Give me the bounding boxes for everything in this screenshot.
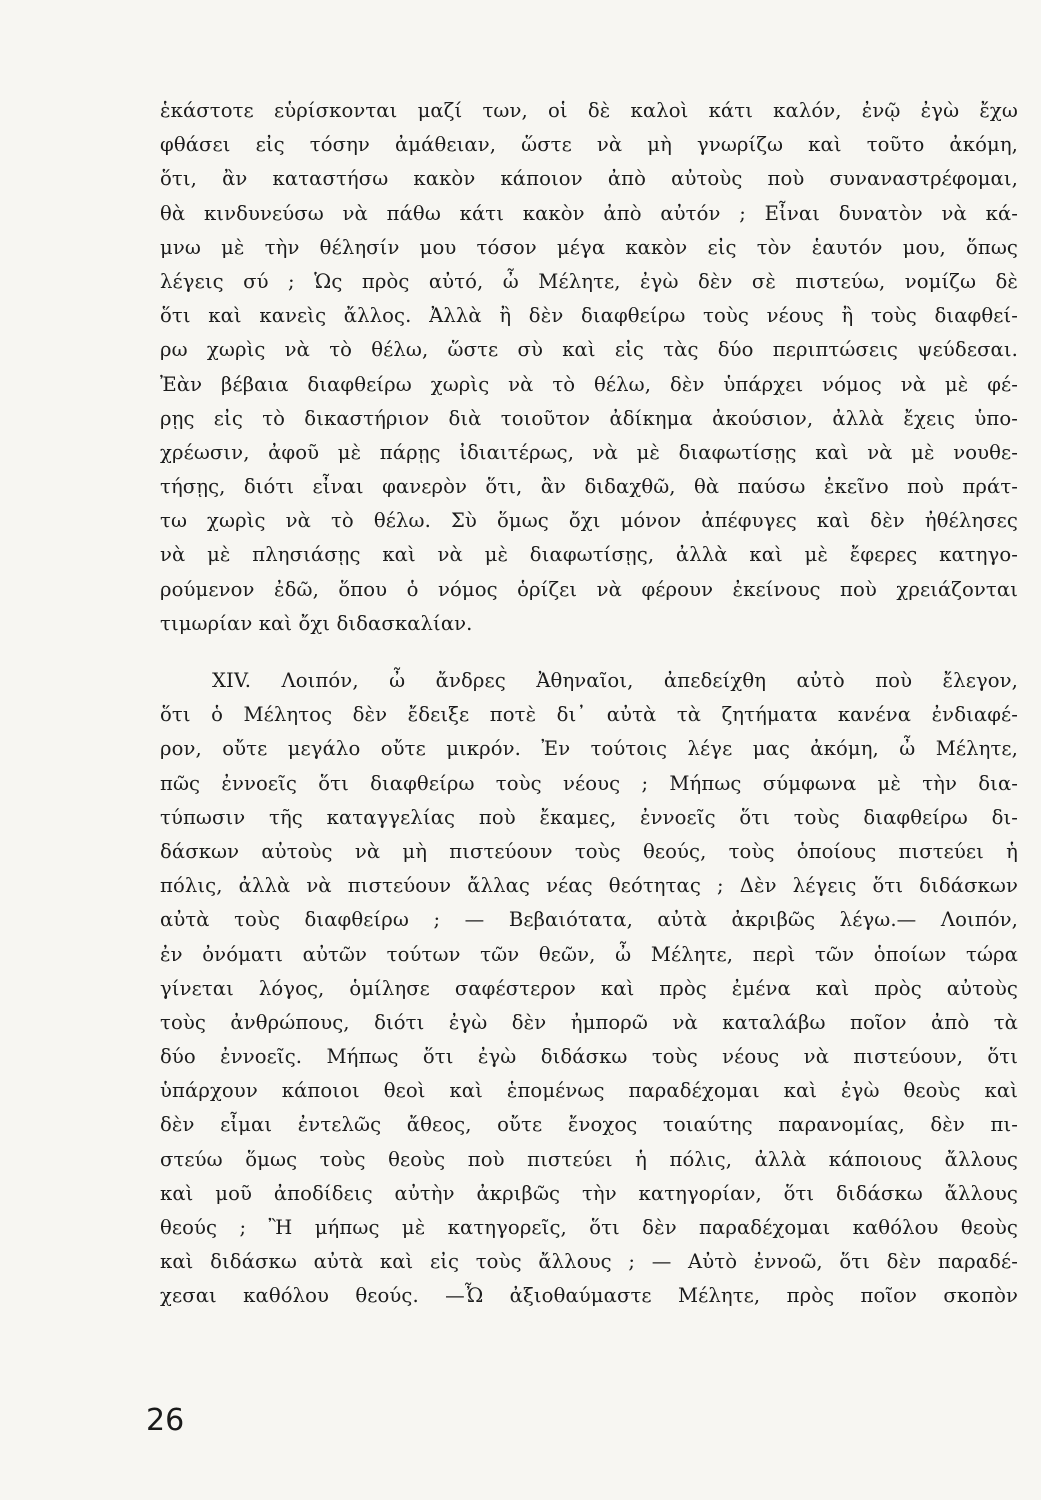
- text-line: θὰ κινδυνεύσω νὰ πάθω κάτι κακὸν ἀπὸ αὐτόν ; Εἶναι δυνατὸν νὰ κά-: [160, 201, 1018, 225]
- text-line: στεύω ὅμως τοὺς θεοὺς ποὺ πιστεύει ἡ πόλις, ἀλλὰ κάποιους ἄλλους: [160, 1147, 1018, 1171]
- paragraph-1: [160, 94, 1018, 641]
- text-line: δάσκων αὐτοὺς νὰ μὴ πιστεύουν τοὺς θεούς, τοὺς ὁποίους πιστεύει ἡ: [160, 839, 1018, 863]
- text-line: δὲν εἶμαι ἐντελῶς ἄθεος, οὔτε ἔνοχος τοιαύτης παρανομίας, δὲν πι-: [160, 1113, 1018, 1137]
- text-line: ρω χωρὶς νὰ τὸ θέλω, ὥστε σὺ καὶ εἰς τὰς δύο περιπτώσεις ψεύδεσαι.: [160, 338, 1018, 362]
- text-line: ὅτι ὁ Μέλητος δὲν ἔδειξε ποτὲ δι᾽ αὐτὰ τὰ ζητήματα κανένα ἐνδιαφέ-: [160, 703, 1018, 727]
- text-line: δύο ἐννοεῖς. Μήπως ὅτι ἐγὼ διδάσκω τοὺς νέους νὰ πιστεύουν, ὅτι: [160, 1045, 1018, 1069]
- text-line: τύπωσιν τῆς καταγγελίας ποὺ ἔκαμες, ἐννοεῖς ὅτι τοὺς διαφθείρω δι-: [160, 805, 1018, 829]
- text-line: ὅτι καὶ κανεὶς ἄλλος. Ἀλλὰ ἢ δὲν διαφθείρω τοὺς νέους ἢ τοὺς διαφθεί-: [160, 304, 1018, 328]
- text-line: λέγεις σύ ; Ὡς πρὸς αὐτό, ὦ Μέλητε, ἐγὼ δὲν σὲ πιστεύω, νομίζω δὲ: [160, 269, 1018, 293]
- text-line: τιμωρίαν καὶ ὄχι διδασκαλίαν.: [160, 611, 473, 635]
- paragraph-2-section-xiv: [160, 664, 1018, 1314]
- text-line: καὶ διδάσκω αὐτὰ καὶ εἰς τοὺς ἄλλους ; — Αὐτὸ ἐννοῶ, ὅτι δὲν παραδέ-: [160, 1250, 1018, 1274]
- text-line: καὶ μοῦ ἀποδίδεις αὐτὴν ἀκριβῶς τὴν κατηγορίαν, ὅτι διδάσκω ἄλλους: [160, 1181, 1018, 1205]
- text-line: φθάσει εἰς τόσην ἀμάθειαν, ὥστε νὰ μὴ γνωρίζω καὶ τοῦτο ἀκόμη,: [160, 133, 1018, 157]
- text-line: ρῃς εἰς τὸ δικαστήριον διὰ τοιοῦτον ἀδίκημα ἀκούσιον, ἀλλὰ ἔχεις ὑπο-: [160, 406, 1018, 430]
- text-line: τω χωρὶς νὰ τὸ θέλω. Σὺ ὅμως ὄχι μόνον ἀπέφυγες καὶ δὲν ἠθέλησες: [160, 509, 1018, 533]
- text-line: ἑκάστοτε εὑρίσκονται μαζί των, οἱ δὲ καλοὶ κάτι καλόν, ἐνῷ ἐγὼ ἔχω: [160, 99, 1018, 122]
- text-line: Ἐὰν βέβαια διαφθείρω χωρὶς νὰ τὸ θέλω, δὲν ὑπάρχει νόμος νὰ μὲ φέ-: [160, 372, 1018, 396]
- text-line: ὅτι, ἂν καταστήσω κακὸν κάποιον ἀπὸ αὐτοὺς ποὺ συναναστρέφομαι,: [160, 167, 1018, 191]
- text-line: αὐτὰ τοὺς διαφθείρω ; — Βεβαιότατα, αὐτὰ ἀκριβῶς λέγω.— Λοιπόν,: [160, 908, 1018, 932]
- text-line: γίνεται λόγος, ὁμίλησε σαφέστερον καὶ πρὸς ἐμένα καὶ πρὸς αὐτοὺς: [160, 976, 1018, 1000]
- page-text-block: [160, 94, 1018, 1314]
- text-line: πῶς ἐννοεῖς ὅτι διαφθείρω τοὺς νέους ; Μήπως σύμφωνα μὲ τὴν δια-: [160, 771, 1018, 795]
- text-line: θεούς ; Ἢ μήπως μὲ κατηγορεῖς, ὅτι δὲν παραδέχομαι καθόλου θεοὺς: [160, 1216, 1018, 1239]
- text-line: μνω μὲ τὴν θέλησίν μου τόσον μέγα κακὸν εἰς τὸν ἑαυτόν μου, ὅπως: [160, 235, 1018, 259]
- text-line: ἐν ὀνόματι αὐτῶν τούτων τῶν θεῶν, ὦ Μέλητε, περὶ τῶν ὁποίων τώρα: [160, 942, 1018, 966]
- text-line: τήσῃς, διότι εἶναι φανερὸν ὅτι, ἂν διδαχθῶ, θὰ παύσω ἐκεῖνο ποὺ πράτ-: [160, 475, 1018, 499]
- page-number: 26: [146, 1403, 185, 1438]
- text-line: χρέωσιν, ἀφοῦ μὲ πάρῃς ἰδιαιτέρως, νὰ μὲ διαφωτίσῃς καὶ νὰ μὲ νουθε-: [160, 440, 1018, 464]
- section-heading-line: XIV. Λοιπόν, ὦ ἄνδρες Ἀθηναῖοι, ἀπεδείχθη αὐτὸ ποὺ ἔλεγον,: [212, 669, 1018, 692]
- text-line: χεσαι καθόλου θεούς. —Ὦ ἀξιοθαύμαστε Μέλητε, πρὸς ποῖον σκοπὸν: [160, 1284, 1018, 1308]
- text-line: νὰ μὲ πλησιάσῃς καὶ νὰ μὲ διαφωτίσῃς, ἀλλὰ καὶ μὲ ἔφερες κατηγο-: [160, 543, 1018, 567]
- text-line: πόλις, ἀλλὰ νὰ πιστεύουν ἄλλας νέας θεότητας ; Δὲν λέγεις ὅτι διδάσκων: [160, 874, 1018, 898]
- text-line: ὑπάρχουν κάποιοι θεοὶ καὶ ἑπομένως παραδέχομαι καὶ ἐγὼ θεοὺς καὶ: [160, 1079, 1018, 1103]
- text-line: τοὺς ἀνθρώπους, διότι ἐγὼ δὲν ἠμπορῶ νὰ καταλάβω ποῖον ἀπὸ τὰ: [160, 1010, 1018, 1034]
- text-line: ρον, οὔτε μεγάλο οὔτε μικρόν. Ἐν τούτοις λέγε μας ἀκόμη, ὦ Μέλητε,: [160, 737, 1018, 761]
- text-line: ρούμενον ἐδῶ, ὅπου ὁ νόμος ὁρίζει νὰ φέρουν ἐκείνους ποὺ χρειάζονται: [160, 577, 1018, 601]
